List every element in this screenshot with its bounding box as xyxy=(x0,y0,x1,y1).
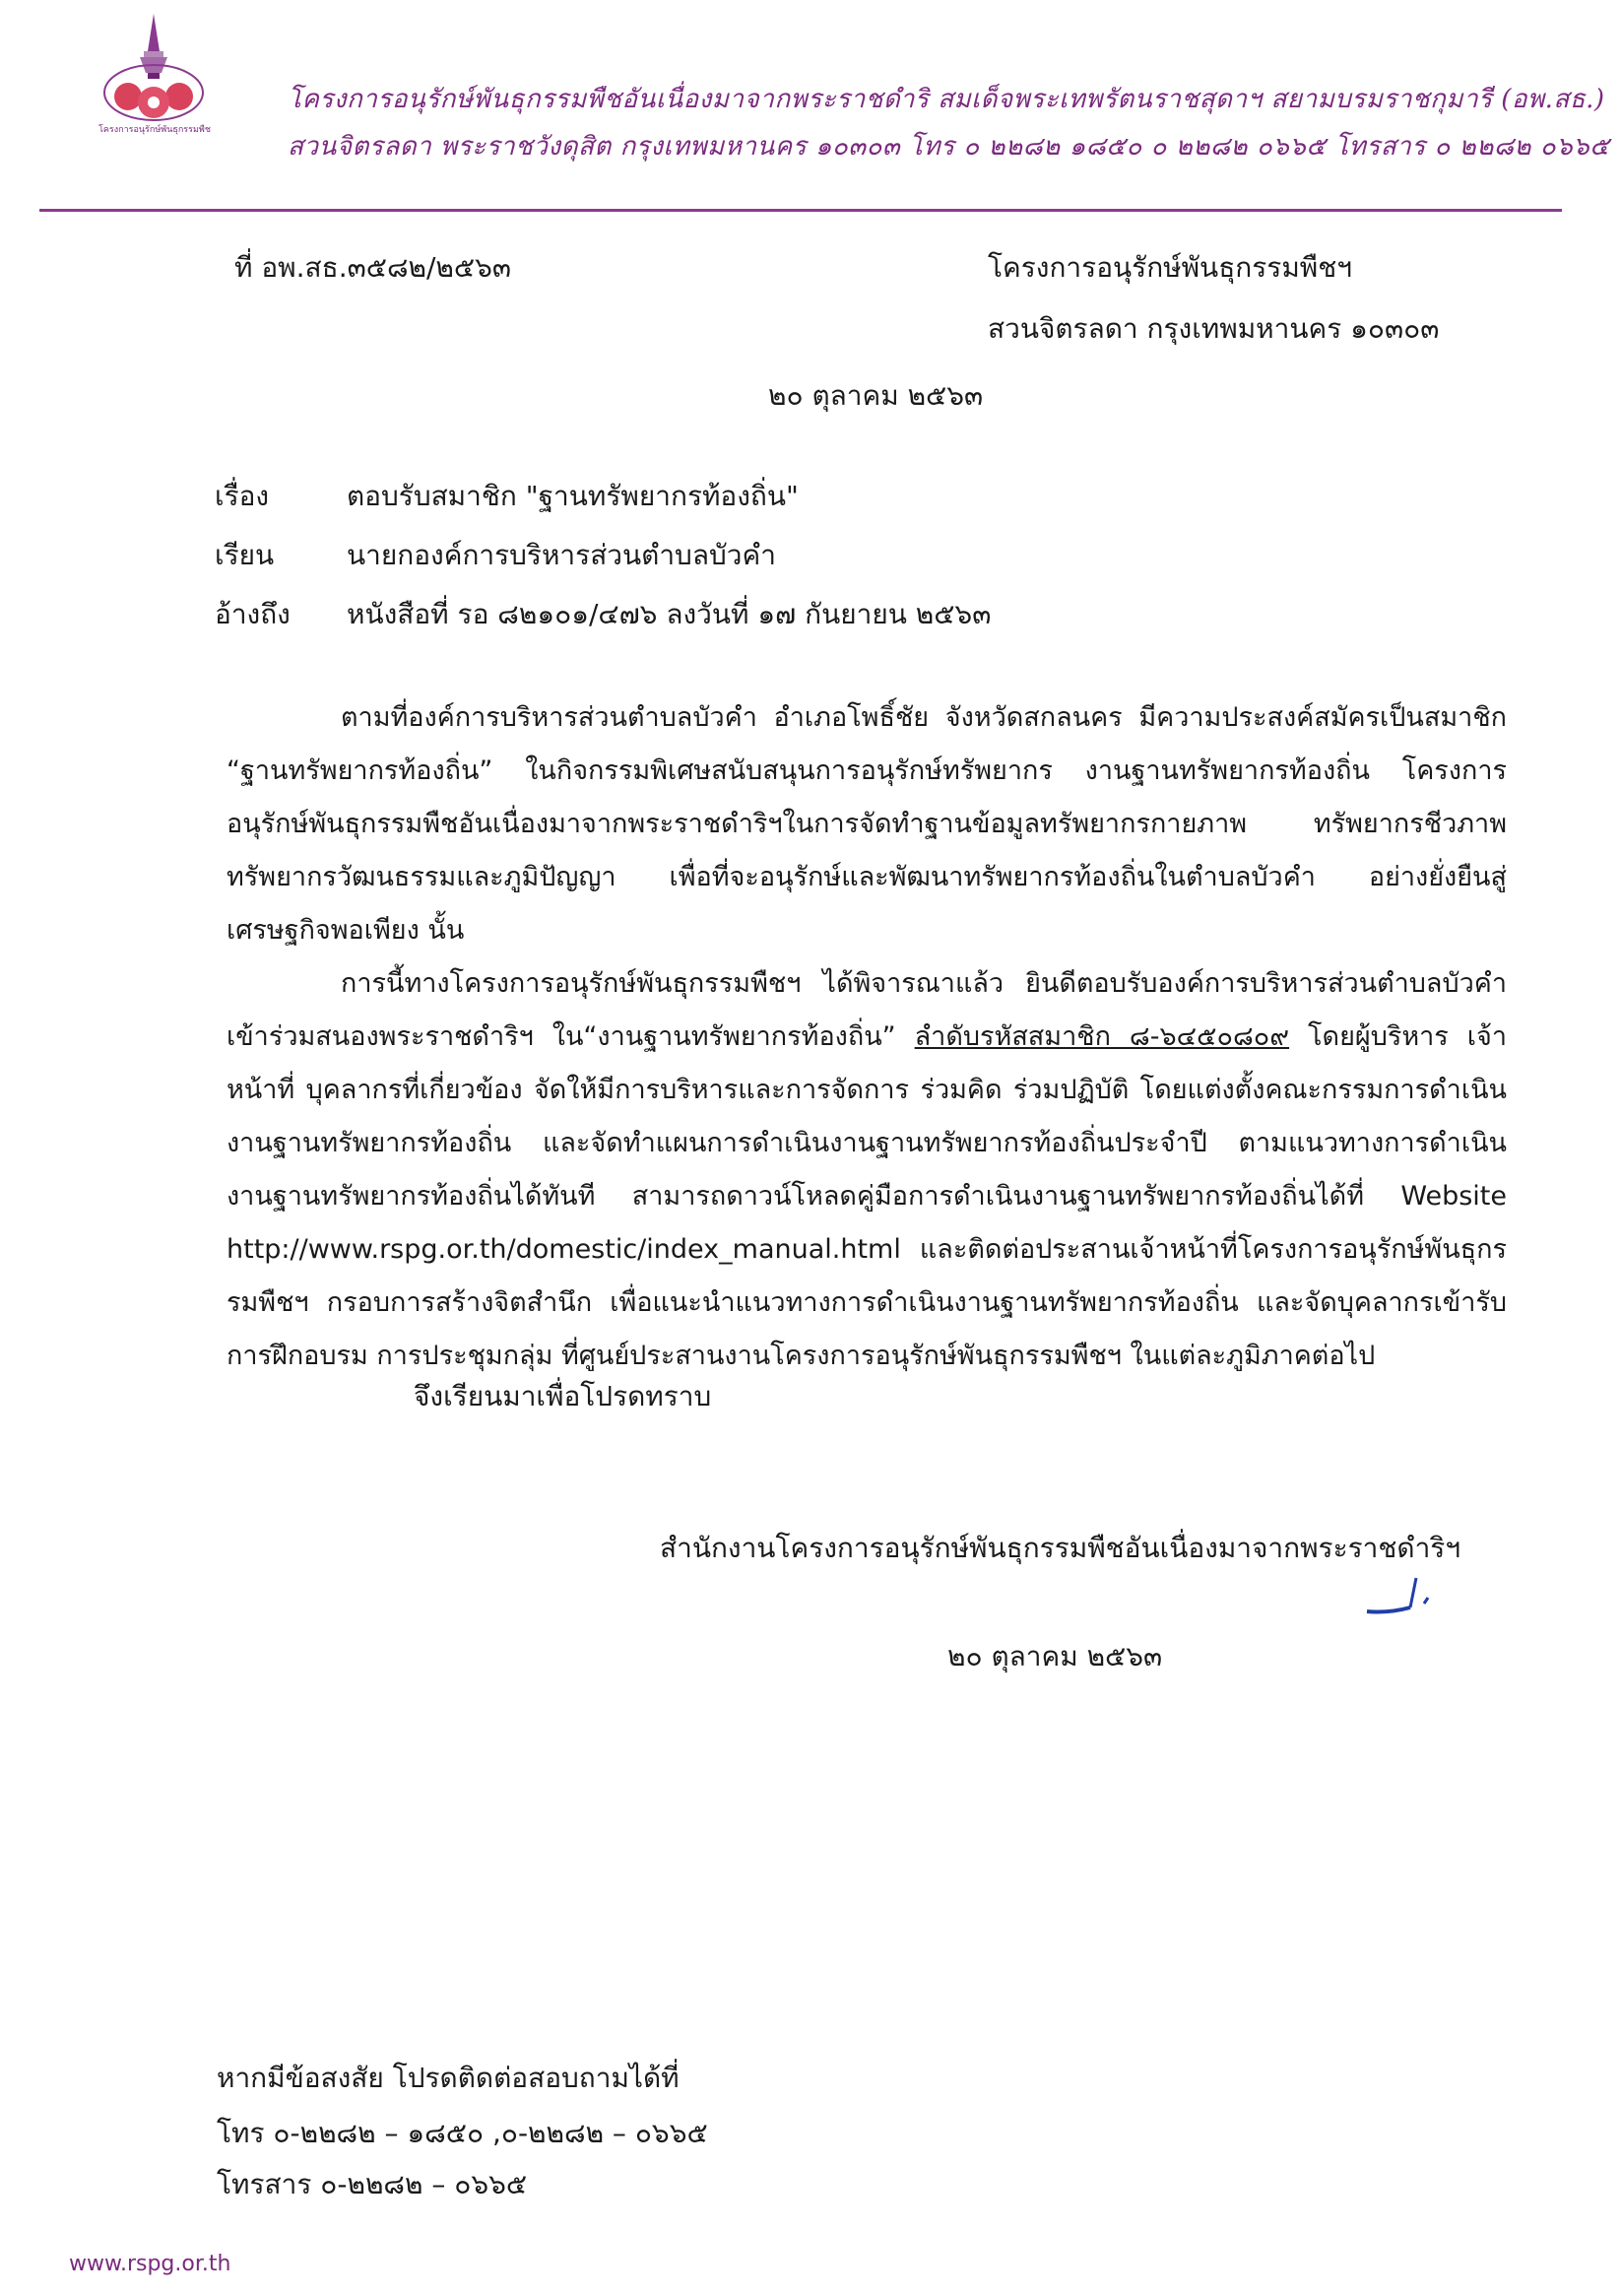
sender-org-address: สวนจิตรลดา กรุงเทพมหานคร ๑๐๓๐๓ xyxy=(988,312,1440,345)
letter-body xyxy=(227,691,1507,1383)
subject-text: ตอบรับสมาชิก "ฐานทรัพยากรท้องถิ่น" xyxy=(347,480,799,512)
reference-number: ที่ อพ.สธ.๓๕๘๒/๒๕๖๓ xyxy=(234,251,511,284)
member-code: ลำดับรหัสสมาชิก ๘-๖๔๕๐๘๐๙ xyxy=(914,1021,1290,1052)
rspg-crest-icon xyxy=(97,12,213,140)
contact-phone: โทร ๐-๒๒๘๒ – ๑๘๕๐ ,๐-๒๒๘๒ – ๐๖๖๕ xyxy=(217,2117,708,2149)
rspg-logo xyxy=(97,12,213,140)
website-link[interactable]: www.rspg.or.th xyxy=(69,2252,231,2276)
contact-note: หากมีข้อสงสัย โปรดติดต่อสอบถามได้ที่ xyxy=(217,2062,680,2094)
contact-fax: โทรสาร ๐-๒๒๘๒ – ๐๖๖๕ xyxy=(217,2168,528,2200)
body-paragraph-1: ตามที่องค์การบริหารส่วนตำบลบัวคำ อำเภอโพธิ์ชัย จังหวัดสกลนคร มีความประสงค์สมัครเป็นสมาชิก “ฐานทรัพยากรท้องถิ่น” ในกิจกรรมพิเศษสนับสนุนการอนุรักษ์ทรัพยากร งานฐานทรัพยากรท้องถิ่น โครงการอนุรักษ์พันธุกรรมพืชอันเนื่องมาจากพระราชดำริฯในการจัดทำฐานข้อมูลทรัพยากรกายภาพ ทรัพยากรชีวภาพ ทรัพยากรวัฒนธรรมและภูมิปัญญา เพื่อที่จะอนุรักษ์และพัฒนาทรัพยากรท้องถิ่นในตำบลบัวคำ อย่างยั่งยืนสู่เศรษฐกิจพอเพียง นั้น xyxy=(227,702,1507,946)
letter-date: ๒๐ ตุลาคม ๒๕๖๓ xyxy=(768,379,984,412)
body-paragraph-2-start: การนี้ทางโครงการอนุรักษ์พันธุกรรมพืชฯ ได้พิจารณาแล้ว ยินดีตอบรับองค์การบริหารส่วนตำบลบัวคำเข้าร่วมสนองพระราชดำริฯ ใน“งานฐานทรัพยากรท้องถิ่น” xyxy=(227,968,1507,1052)
signature-mark xyxy=(1359,1568,1448,1627)
reference-label: อ้างถึง xyxy=(215,598,291,630)
signature-office: สำนักงานโครงการอนุรักษ์พันธุกรรมพืชอันเนื่องมาจากพระราชดำริฯ xyxy=(660,1532,1461,1564)
recipient-text: นายกองค์การบริหารส่วนตำบลบัวคำ xyxy=(347,539,776,571)
signature-icon xyxy=(1359,1568,1448,1627)
subject-label: เรื่อง xyxy=(215,480,270,512)
signature-date: ๒๐ ตุลาคม ๒๕๖๓ xyxy=(947,1640,1163,1673)
closing-text: จึงเรียนมาเพื่อโปรดทราบ xyxy=(414,1380,712,1412)
logo-text: โครงการอนุรักษ์พันธุกรรมพืช xyxy=(98,125,211,135)
letterhead-title: โครงการอนุรักษ์พันธุกรรมพืชอันเนื่องมาจากพระราชดำริ สมเด็จพระเทพรัตนราชสุดาฯ สยามบรมราชกุมารี (อพ.สธ.) xyxy=(288,85,1605,114)
body-paragraph-2 xyxy=(227,957,1507,1383)
letterhead-address: สวนจิตรลดา พระราชวังดุสิต กรุงเทพมหานคร ๑๐๓๐๓ โทร ๐ ๒๒๘๒ ๑๘๕๐ ๐ ๒๒๘๒ ๐๖๖๕ โทรสาร ๐ ๒๒๘๒ ๐๖๖๕ xyxy=(288,132,1610,162)
reference-text: หนังสือที่ รอ ๘๒๑๐๑/๔๗๖ ลงวันที่ ๑๗ กันยายน ๒๕๖๓ xyxy=(347,598,992,630)
body-paragraph-2-rest: โดยผู้บริหาร เจ้าหน้าที่ บุคลากรที่เกี่ยวข้อง จัดให้มีการบริหารและการจัดการ ร่วมคิด ร่วมปฏิบัติ โดยแต่งตั้งคณะกรรมการดำเนินงานฐานทรัพยากรท้องถิ่น และจัดทำแผนการดำเนินงานฐานทรัพยากรท้องถิ่นประจำปี ตามแนวทางการดำเนินงานฐานทรัพยากรท้องถิ่นได้ทันที สามารถดาวน์โหลดคู่มือการดำเนินงานฐานทรัพยากรท้องถิ่นได้ที่ Website http://www.rspg.or.th/domestic/index_manual.html และติดต่อประสานเจ้าหน้าที่โครงการอนุรักษ์พันธุกรรมพืชฯ กรอบการสร้างจิตสำนึก เพื่อแนะนำแนวทางการดำเนินงานฐานทรัพยากรท้องถิ่น และจัดบุคลากรเข้ารับการฝึกอบรม การประชุมกลุ่ม ที่ศูนย์ประสานงานโครงการอนุรักษ์พันธุกรรมพืชฯ ในแต่ละภูมิภาคต่อไป xyxy=(227,1021,1508,1371)
sender-org-name: โครงการอนุรักษ์พันธุกรรมพืชฯ xyxy=(988,251,1352,284)
letterhead-divider xyxy=(39,209,1562,212)
to-label: เรียน xyxy=(215,539,275,571)
